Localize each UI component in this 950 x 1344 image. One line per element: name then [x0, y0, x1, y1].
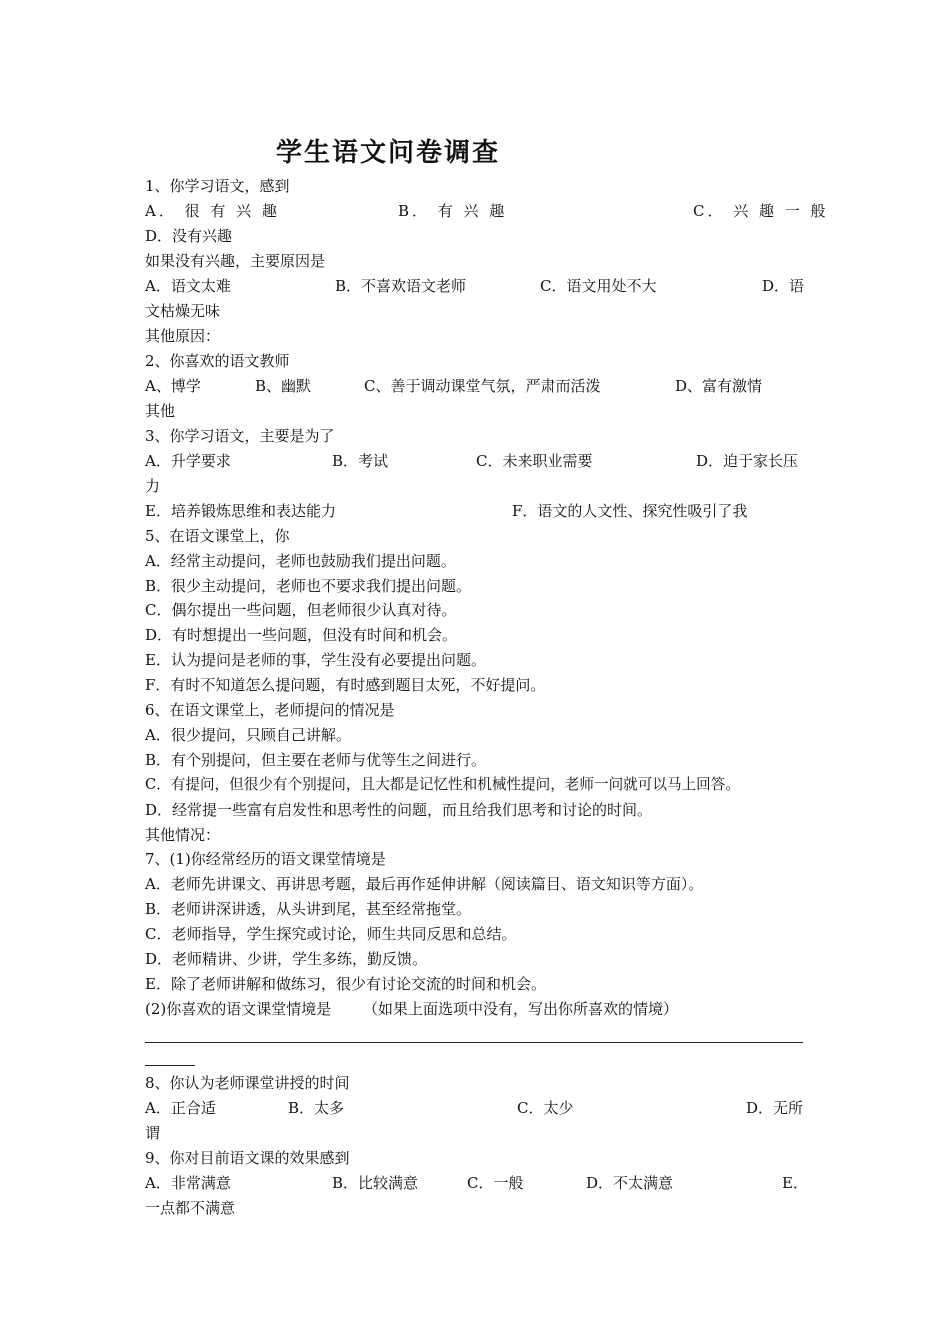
q5-option-e: E．认为提问是老师的事，学生没有必要提出问题。	[145, 651, 486, 669]
q2-other: 其他	[145, 402, 176, 420]
q5-option-b: B．很少主动提问，老师也不要求我们提出问题。	[145, 577, 472, 595]
q8-option-a: A．正合适	[145, 1099, 216, 1117]
q7-option-c: C．老师指导，学生探究或讨论，师生共同反思和总结。	[145, 925, 517, 943]
q9-question: 9、你对目前语文课的效果感到	[145, 1149, 350, 1167]
q7-question: 7、(1)你经常经历的语文课堂情境是	[145, 850, 386, 868]
q6-option-c: C．有提问，但很少有个别提问，且大都是记忆性和机械性提问，老师一问就可以马上回答。	[145, 776, 740, 793]
q9-option-a: A．非常满意	[145, 1174, 231, 1192]
q6-option-d: D．经常提一些富有启发性和思考性的问题，而且给我们思考和讨论的时间。	[145, 801, 653, 819]
q5-option-c: C．偶尔提出一些问题，但老师很少认真对待。	[145, 601, 457, 619]
q5-question: 5、在语文课堂上，你	[145, 527, 290, 545]
q2-question: 2、你喜欢的语文教师	[145, 352, 290, 370]
q5-option-f: F．有时不知道怎么提问题，有时感到题目太死，不好提问。	[145, 676, 546, 694]
q3-option-b: B．考试	[332, 452, 389, 470]
q6-question: 6、在语文课堂上，老师提问的情况是	[145, 701, 395, 719]
q8-option-d-cont: 谓	[145, 1124, 161, 1142]
q6-option-b: B．有个别提问，但主要在老师与优等生之间进行。	[145, 751, 487, 769]
q7-option-a: A．老师先讲课文、再讲思考题，最后再作延伸讲解（阅读篇目、语文知识等方面）。	[145, 875, 704, 893]
q9-option-d: D．不太满意	[586, 1174, 674, 1192]
q9-option-e: E．	[782, 1174, 808, 1192]
q2-option-a: A、博学	[145, 377, 201, 395]
q3-question: 3、你学习语文，主要是为了	[145, 427, 335, 445]
q3-option-a: A．升学要求	[145, 452, 231, 470]
q1-option-d: D．没有兴趣	[145, 227, 233, 245]
q7-sub2-note: （如果上面选项中没有，写出你所喜欢的情境）	[363, 1000, 679, 1018]
q3-option-d-cont: 力	[145, 477, 161, 495]
q3-option-f: F．语文的人文性、探究性吸引了我	[512, 502, 748, 520]
q1-question: 1、你学习语文，感到	[145, 177, 290, 195]
q7-option-b: B．老师讲深讲透，从头讲到尾，甚至经常拖堂。	[145, 900, 472, 918]
q1-reason-d-cont: 文枯燥无味	[145, 302, 221, 320]
q1-follow-question: 如果没有兴趣，主要原因是	[145, 252, 326, 270]
q9-option-e-cont: 一点都不满意	[145, 1199, 236, 1217]
q1-option-c: C． 兴 趣 一 般	[693, 202, 829, 220]
q3-option-d: D．迫于家长压	[696, 452, 799, 470]
answer-line-cont	[145, 1065, 195, 1066]
q3-option-e: E．培养锻炼思维和表达能力	[145, 502, 336, 520]
q9-option-c: C．一般	[467, 1174, 524, 1192]
q1-reason-c: C．语文用处不大	[540, 277, 657, 295]
q2-option-c: C、善于调动课堂气氛，严肃而活泼	[364, 377, 601, 395]
q1-reason-b: B．不喜欢语文老师	[335, 277, 467, 295]
page-title: 学生语文问卷调查	[276, 138, 501, 168]
q8-option-c: C．太少	[517, 1099, 574, 1117]
q6-other: 其他情况：	[145, 826, 221, 844]
q1-reason-d: D．语	[762, 277, 805, 295]
q6-option-a: A．很少提问，只顾自己讲解。	[145, 726, 351, 744]
q8-option-b: B．太多	[288, 1099, 345, 1117]
q5-option-a: A．经常主动提问，老师也鼓励我们提出问题。	[145, 552, 456, 570]
answer-line	[145, 1042, 803, 1043]
q2-option-b: B、幽默	[255, 377, 312, 395]
q8-question: 8、你认为老师课堂讲授的时间	[145, 1074, 350, 1092]
q7-option-d: D．老师精讲、少讲，学生多练，勤反馈。	[145, 950, 428, 968]
q1-option-b: B． 有 兴 趣	[398, 202, 508, 220]
q7-sub2-question: (2)你喜欢的语文课堂情境是	[145, 1000, 332, 1018]
q1-reason-a: A．语文太难	[145, 277, 231, 295]
q7-option-e: E．除了老师讲解和做练习，很少有讨论交流的时间和机会。	[145, 975, 546, 993]
q1-other: 其他原因：	[145, 327, 221, 345]
q2-option-d: D、富有激情	[675, 377, 763, 395]
q1-option-a: A． 很 有 兴 趣	[145, 202, 280, 220]
q9-option-b: B．比较满意	[332, 1174, 419, 1192]
q3-option-c: C．未来职业需要	[476, 452, 593, 470]
q8-option-d: D．无所	[746, 1099, 804, 1117]
q5-option-d: D．有时想提出一些问题，但没有时间和机会。	[145, 626, 458, 644]
